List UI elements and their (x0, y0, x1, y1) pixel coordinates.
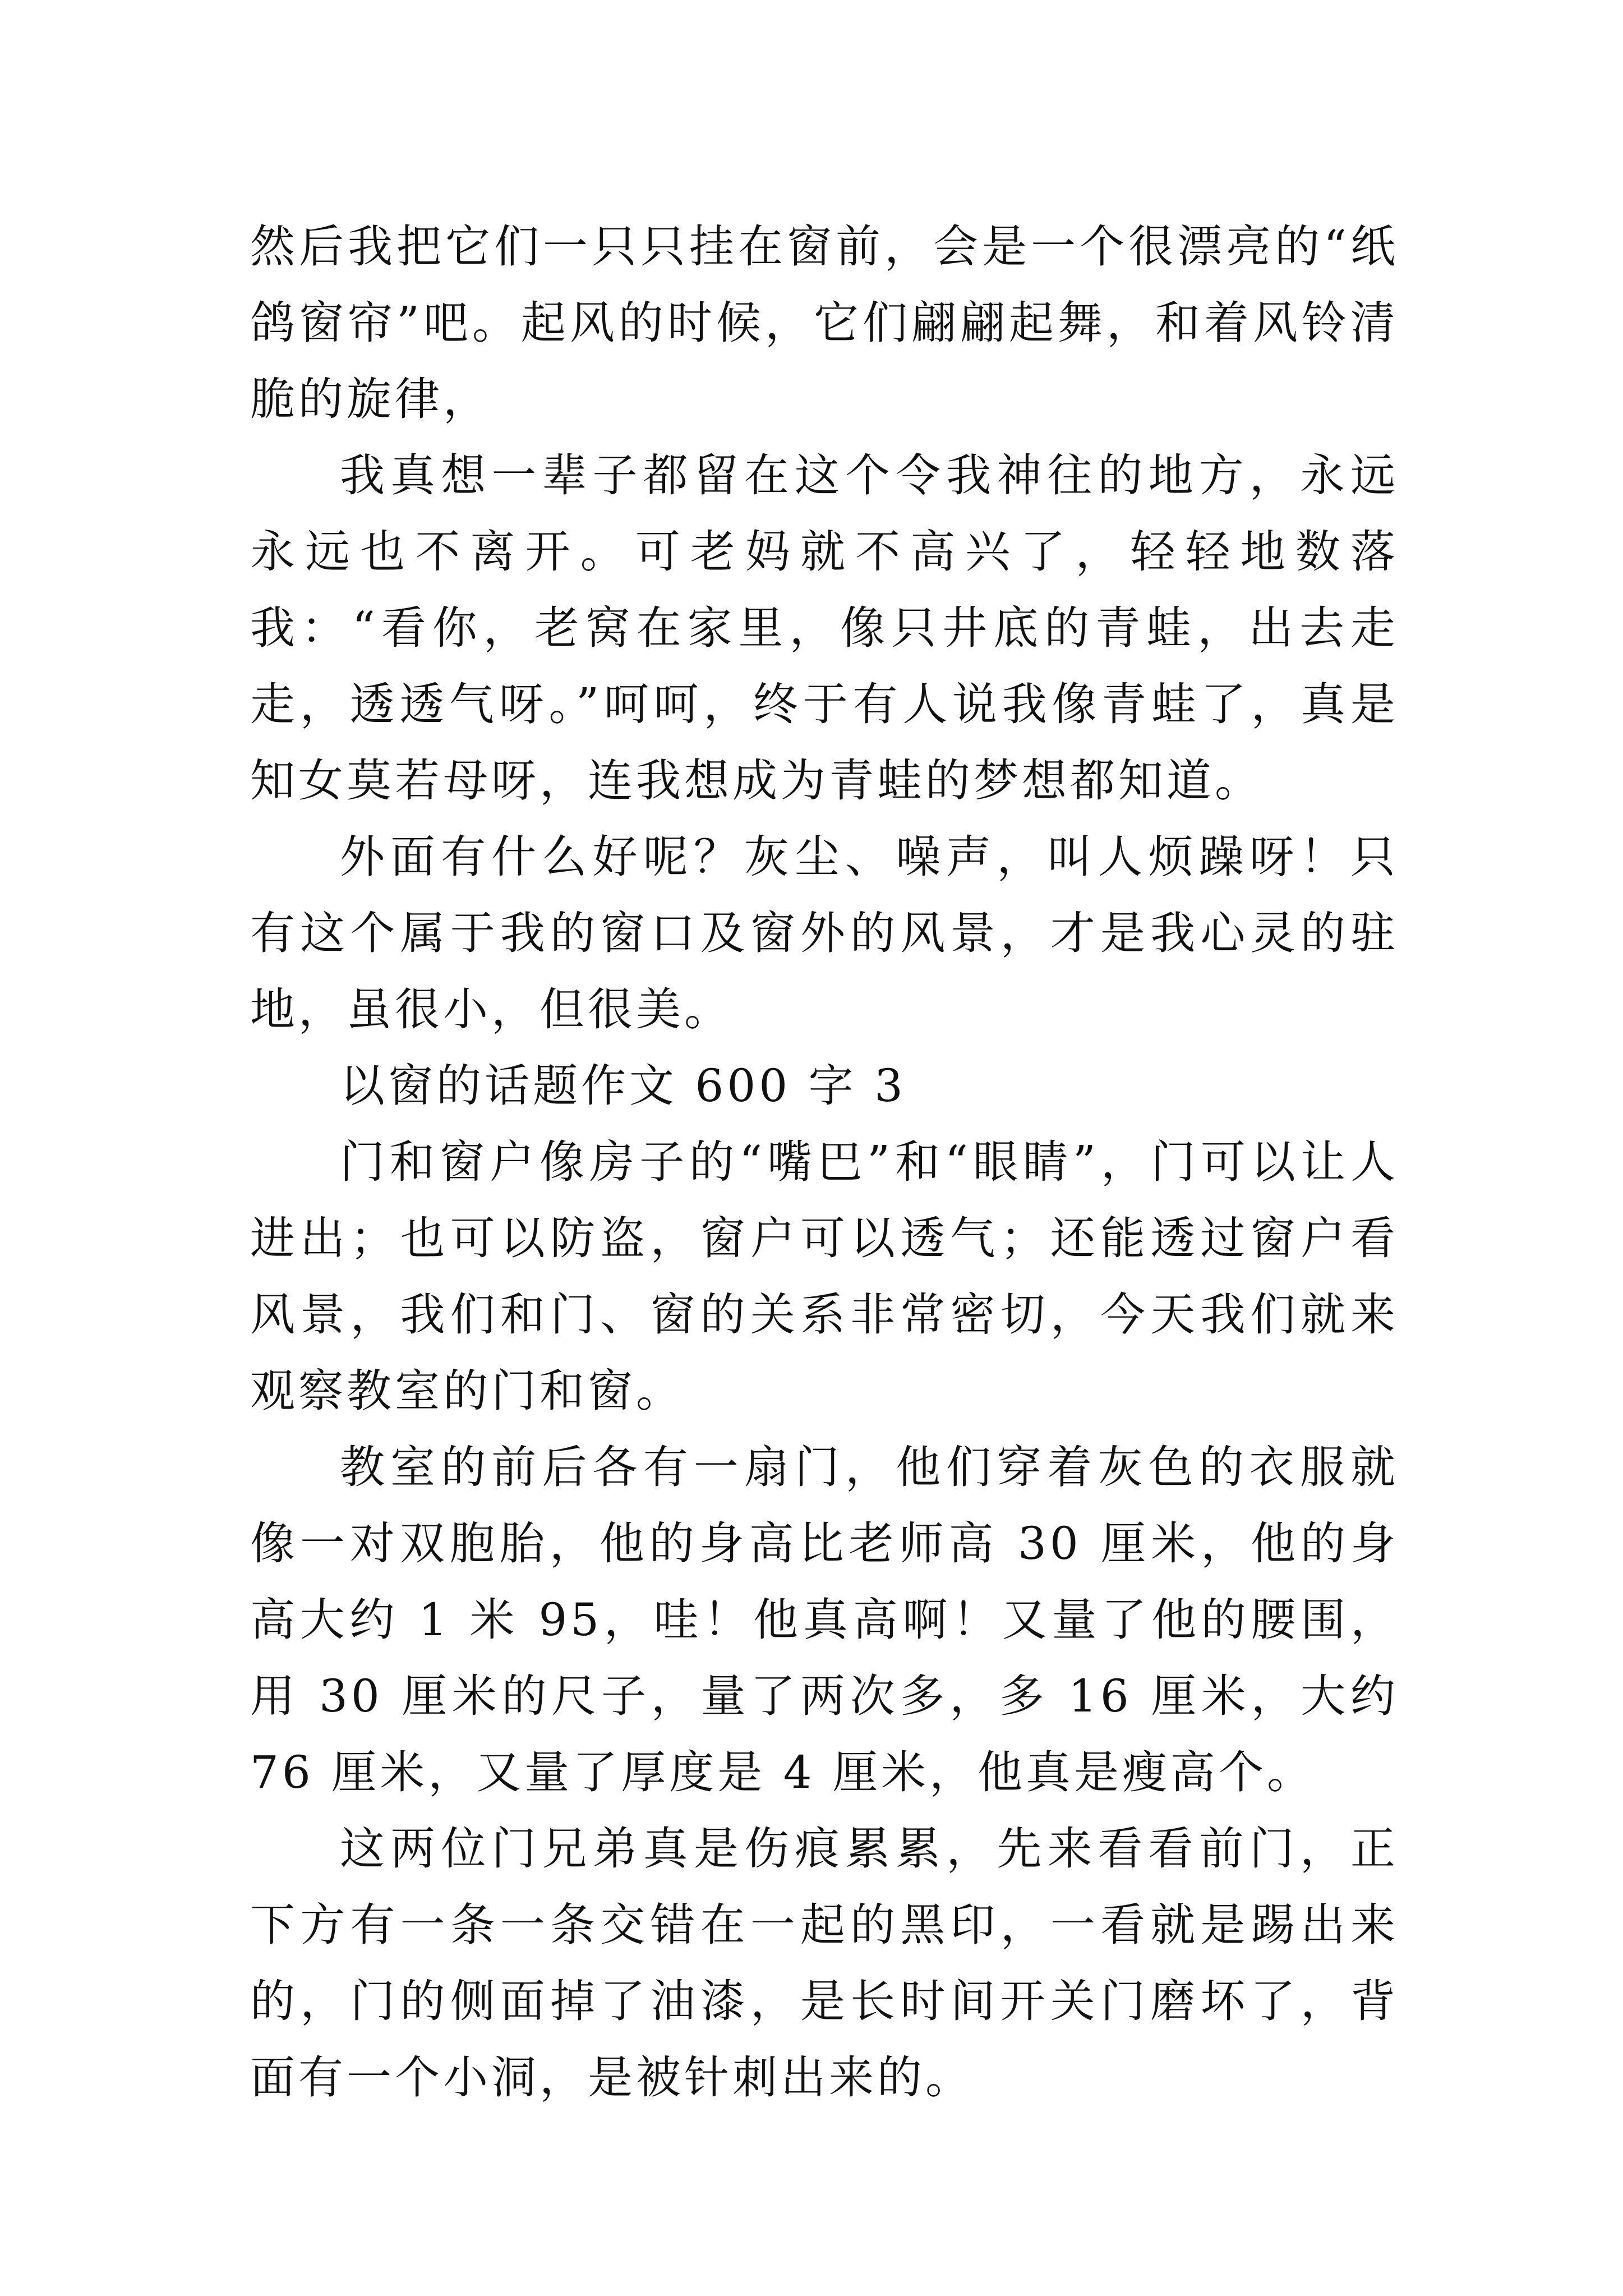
document-body (250, 209, 1399, 2116)
section-title: 以窗的话题作文 600 字 3 (340, 1060, 906, 1112)
paragraph-1: 然后我把它们一只只挂在窗前，会是一个很漂亮的“纸鸽窗帘”吧。起风的时候，它们翩翩起舞，和着风铃清脆的旋律， (250, 220, 1399, 425)
section-paragraph-2: 教室的前后各有一扇门，他们穿着灰色的衣服就像一对双胞胎，他的身高比老师高 30 厘米，他的身高大约 1 米 95，哇！他真高啊！又量了他的腰围，用 30 厘米的尺子，量了两次多，多 16 厘米，大约 76 厘米，又量了厚度是 4 厘米，他真是瘦高个。 (250, 1441, 1399, 1798)
section-paragraph-3: 这两位门兄弟真是伤痕累累，先来看看前门，正下方有一条一条交错在一起的黑印，一看就是踢出来的，门的侧面掉了油漆，是长时间开关门磨坏了，背面有一个小洞，是被针刺出来的。 (250, 1823, 1399, 2104)
paragraph-2: 我真想一辈子都留在这个令我神往的地方，永远永远也不离开。可老妈就不高兴了，轻轻地数落我：“看你，老窝在家里，像只井底的青蛙，出去走走，透透气呀。”呵呵，终于有人说我像青蛙了，真是知女莫若母呀，连我想成为青蛙的梦想都知道。 (250, 449, 1399, 807)
section-paragraph-1: 门和窗户像房子的“嘴巴”和“眼睛”，门可以让人进出；也可以防盗，窗户可以透气；还能透过窗户看风景，我们和门、窗的关系非常密切，今天我们就来观察教室的门和窗。 (250, 1136, 1399, 1417)
paragraph-3: 外面有什么好呢？灰尘、噪声，叫人烦躁呀！只有这个属于我的窗口及窗外的风景，才是我心灵的驻地，虽很小，但很美。 (250, 831, 1399, 1036)
